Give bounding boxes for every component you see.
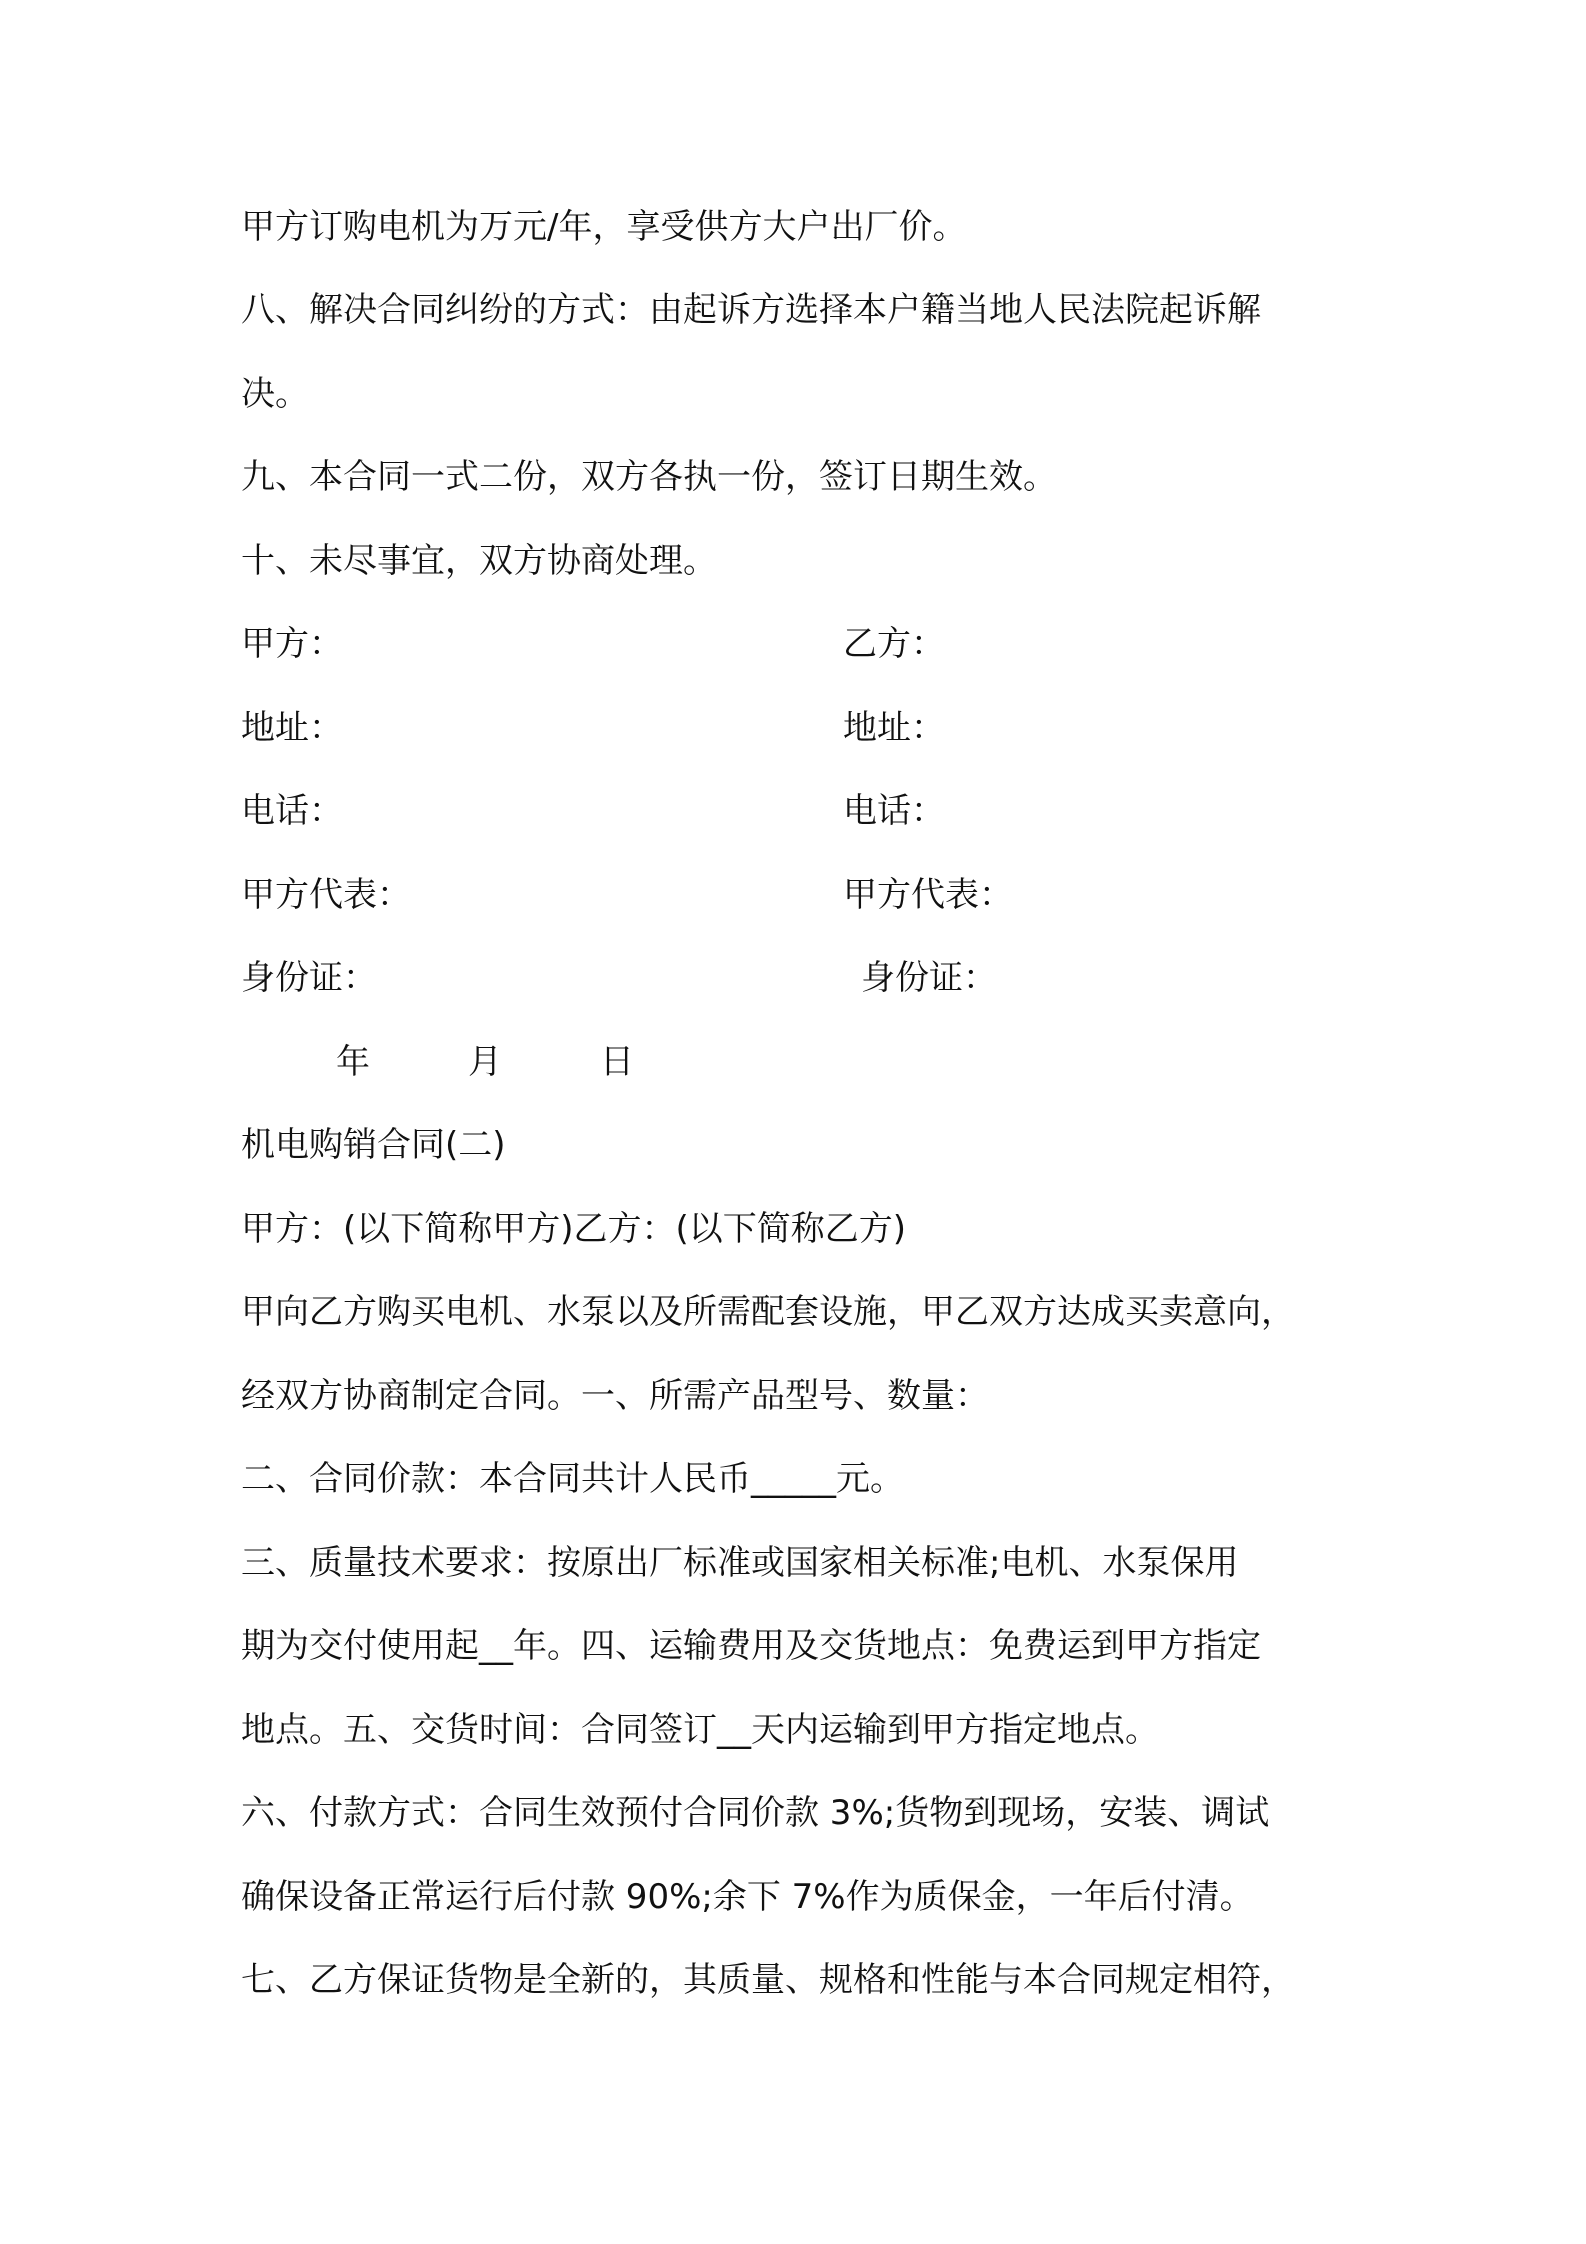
- party-a-address-label: 地址：: [241, 708, 343, 748]
- contract-text-line: 三、质量技术要求：按原出厂标准或国家相关标准;电机、水泵保用: [241, 1543, 1239, 1583]
- contract-text-line: 地点。五、交货时间：合同签订__天内运输到甲方指定地点。: [241, 1710, 1159, 1750]
- party-b-label: 乙方：: [843, 624, 945, 664]
- date-year-label: 年: [336, 1042, 370, 1082]
- party-b-id-label: 身份证：: [861, 958, 997, 998]
- clause-text-line: 十、未尽事宜，双方协商处理。: [241, 541, 717, 581]
- clause-text-line: 甲方订购电机为万元/年，享受供方大户出厂价。: [241, 207, 967, 247]
- contract-text-line: 七、乙方保证货物是全新的，其质量、规格和性能与本合同规定相符，: [241, 1960, 1295, 2000]
- contract-parties: 甲方：(以下简称甲方)乙方：(以下简称乙方): [241, 1209, 907, 1249]
- clause-text-line: 决。: [241, 374, 309, 414]
- party-a-phone-label: 电话：: [241, 791, 343, 831]
- clause-text-line: 八、解决合同纠纷的方式：由起诉方选择本户籍当地人民法院起诉解: [241, 290, 1261, 330]
- contract-text-line: 甲向乙方购买电机、水泵以及所需配套设施，甲乙双方达成买卖意向，: [241, 1292, 1295, 1332]
- party-a-id-label: 身份证：: [241, 958, 377, 998]
- contract-text-line: 确保设备正常运行后付款 90%;余下 7%作为质保金，一年后付清。: [241, 1877, 1254, 1917]
- party-b-representative-label: 甲方代表：: [843, 875, 1013, 915]
- contract-title: 机电购销合同(二): [241, 1125, 506, 1165]
- contract-text-line: 六、付款方式：合同生效预付合同价款 3%;货物到现场，安装、调试: [241, 1793, 1270, 1833]
- contract-text-line: 经双方协商制定合同。一、所需产品型号、数量：: [241, 1376, 989, 1416]
- date-day-label: 日: [600, 1042, 634, 1082]
- party-a-representative-label: 甲方代表：: [241, 875, 411, 915]
- party-a-label: 甲方：: [241, 624, 343, 664]
- contract-text-line: 二、合同价款：本合同共计人民币_____元。: [241, 1459, 904, 1499]
- contract-text-line: 期为交付使用起__年。四、运输费用及交货地点：免费运到甲方指定: [241, 1626, 1261, 1666]
- party-b-address-label: 地址：: [843, 708, 945, 748]
- clause-text-line: 九、本合同一式二份，双方各执一份，签订日期生效。: [241, 457, 1057, 497]
- party-b-phone-label: 电话：: [843, 791, 945, 831]
- date-month-label: 月: [468, 1042, 502, 1082]
